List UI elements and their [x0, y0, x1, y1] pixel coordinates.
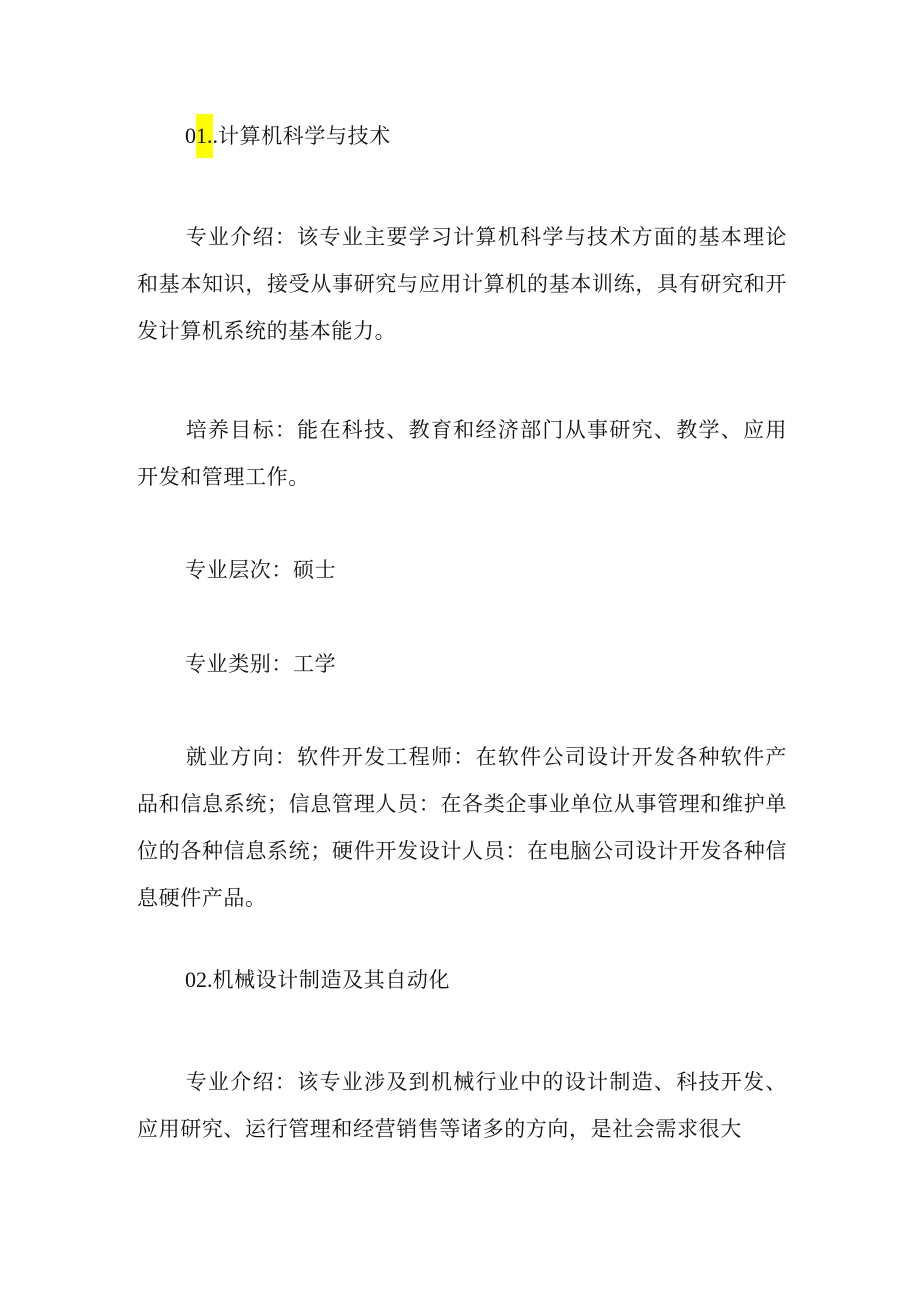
category-text: 专业类别：工学: [185, 652, 337, 676]
heading-number-prefix: 0: [185, 123, 196, 148]
section-1-category: [137, 641, 787, 688]
section-1-career: [137, 734, 787, 922]
level-text: 专业层次：硕士: [185, 558, 337, 582]
heading-title: 计算机科学与技术: [218, 124, 391, 148]
intro-text: 专业介绍：该专业涉及到机械行业中的设计制造、科技开发、应用研究、运行管理和经营销售等诸多的方向，是社会需求很大: [137, 1070, 787, 1141]
heading-number-suffix: .: [212, 123, 218, 148]
career-text: 就业方向：软件开发工程师：在软件公司设计开发各种软件产品和信息系统；信息管理人员：在各类企事业单位从事管理和维护单位的各种信息系统；硬件开发设计人员：在电脑公司设计开发各种信息硬件产品。: [137, 745, 787, 910]
goal-text: 培养目标：能在科技、教育和经济部门从事研究、教学、应用开发和管理工作。: [137, 418, 787, 489]
section-1-intro: [137, 214, 787, 355]
highlighted-number: 1.: [196, 114, 213, 158]
section-1-goal: [137, 407, 787, 501]
section-heading-2: [185, 956, 450, 1004]
intro-text: 专业介绍：该专业主要学习计算机科学与技术方面的基本理论和基本知识，接受从事研究与应用计算机的基本训练，具有研究和开发计算机系统的基本能力。: [137, 225, 787, 343]
heading-number: 02.: [185, 967, 213, 992]
heading-title: 机械设计制造及其自动化: [212, 968, 451, 992]
section-heading-1: [185, 112, 391, 160]
section-2-intro: [137, 1059, 787, 1153]
section-1-level: [137, 547, 787, 594]
